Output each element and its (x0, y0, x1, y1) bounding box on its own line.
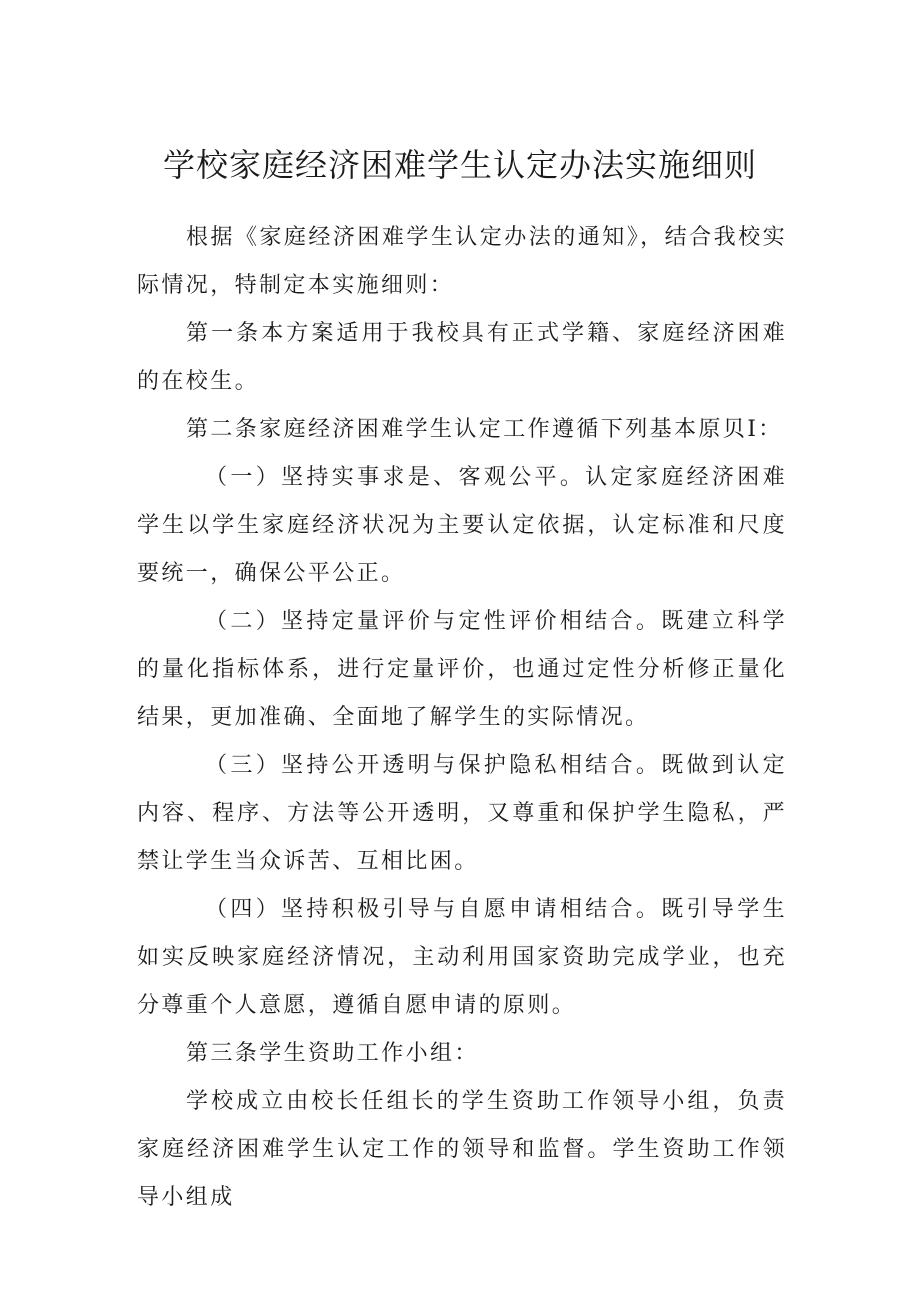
paragraph-principle-1: （一）坚持实事求是、客观公平。认定家庭经济困难学生以学生家庭经济状况为主要认定依据，认定标准和尺度要统一，确保公平公正。 (137, 465, 787, 586)
paragraph-principle-4: （四）坚持积极引导与自愿申请相结合。既引导学生如实反映家庭经济情况，主动利用国家资助完成学业，也充分尊重个人意愿，遵循自愿申请的原则。 (137, 897, 787, 1018)
document-body (137, 214, 787, 1222)
paragraph-leadership-group: 学校成立由校长任组长的学生资助工作领导小组，负责家庭经济困难学生认定工作的领导和监督。学生资助工作领导小组成 (137, 1089, 787, 1210)
paragraph-article-2: 第二条家庭经济困难学生认定工作遵循下列基本原贝I： (186, 417, 783, 442)
paragraph-intro: 根据《家庭经济困难学生认定办法的通知》，结合我校实际情况，特制定本实施细则： (137, 225, 787, 298)
paragraph-principle-2: （二）坚持定量评价与定性评价相结合。既建立科学的量化指标体系，进行定量评价，也通过定性分析修正量化结果，更加准确、全面地了解学生的实际情况。 (137, 609, 787, 730)
paragraph-principle-3: （三）坚持公开透明与保护隐私相结合。既做到认定内容、程序、方法等公开透明，又尊重和保护学生隐私，严禁让学生当众诉苦、互相比困。 (137, 753, 787, 874)
paragraph-article-1: 第一条本方案适用于我校具有正式学籍、家庭经济困难的在校生。 (137, 321, 787, 394)
paragraph-article-3: 第三条学生资助工作小组： (186, 1041, 479, 1066)
document-title: 学校家庭经济困难学生认定办法实施细则 (162, 146, 757, 184)
